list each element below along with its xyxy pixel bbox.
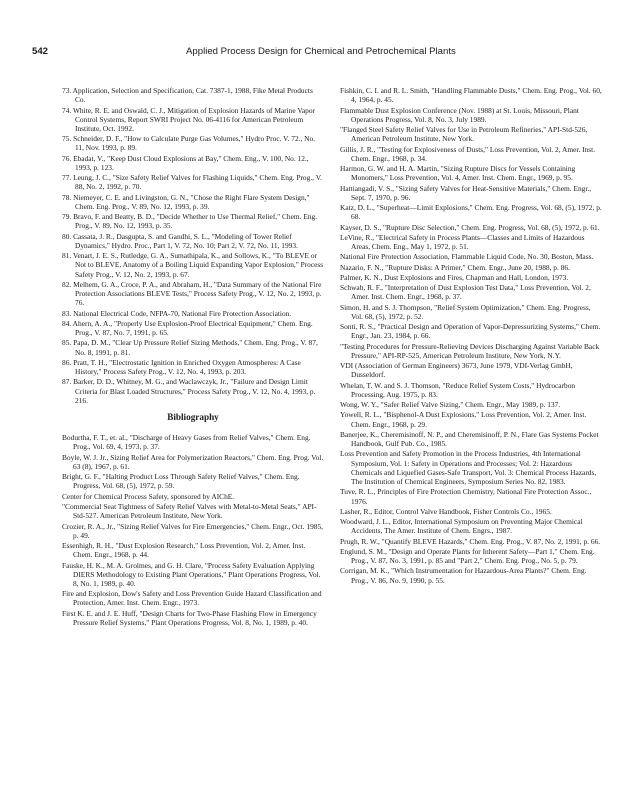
- right-column: [340, 86, 602, 586]
- bibliography-entry: Boyle, W. J. Jr., Sizing Relief Area for Polymerization Reactors," Chem. Eng. Prog. Vol. 63 (8), 1967, p. 61.: [62, 452, 324, 471]
- reference-entry: 79. Bravo, F. and Beatty, B. D., "Decide Whether to Use Thermal Relief," Chem. Eng. Prog., V. 89, No. 12, 1993, p. 35.: [62, 212, 318, 231]
- book-title: Applied Process Design for Chemical and Petrochemical Plants: [186, 46, 456, 57]
- reference-entry: 76. Ebadat, V., "Keep Dust Cloud Explosions at Bay," Chem. Eng., V. 100, No. 12., 1993, p. 123.: [62, 153, 309, 172]
- reference-entry: 85. Papa, D. M., "Clear Up Pressure Relief Sizing Methods," Chem. Eng. Prog., V. 87, No. 8, 1991, p. 81.: [62, 338, 318, 357]
- bibliography-entry: Palmer, K. N., Dust Explosions and Fires, Chapman and Hall, London, 1973.: [340, 272, 569, 282]
- bibliography-entry: Simon, H. and S. J. Thompson, "Relief System Optimization," Chem. Eng. Progress, Vol. 68, (5), 1972, p. 52.: [340, 302, 591, 321]
- reference-entry: 78. Niemeyer, C. E. and Livingston, G. N., "Chose the Right Flare System Design," Chem. Eng. Prog., V. 89, No. 12, 1993, p. 39.: [62, 192, 310, 211]
- bibliography-entry: LeVine, R., "Electrical Safety in Process Plants—Classes and Limits of Hazardous Areas, Chem. Eng., May 1, 1972, p. 51.: [340, 232, 585, 251]
- reference-entry: 84. Ahern, A. A., "Properly Use Explosion-Proof Electrical Equipment," Chem. Eng. Prog., V. 87, No. 7, 1991, p. 65.: [62, 318, 313, 338]
- bibliography-entry: Yowell, R. L., "Bisphenol-A Dust Explosions," Loss Prevention, Vol. 2, Amer. Inst. Chem. Engr., 1968, p. 29.: [340, 410, 587, 429]
- reference-entry: 73. Application, Selection and Specification, Cat. 7387-1, 1988, Fike Metal Products Co.: [62, 86, 313, 105]
- reference-entry: 80. Cassata, J. R., Dasgupta, S. and Gandhi, S. L., "Modeling of Tower Relief Dynamics," Hydro. Proc., Part 1, V. 72, No. 10; Part 2, V. 72, No. 11, 1993.: [62, 231, 298, 250]
- bibliography-entry: Englund, S. M., "Design and Operate Plants for Inherent Safety—Part 1," Chem. Eng. Prog., V. 87, No. 3, 1991, p. 85 and "Part 2," Chem. Eng. Prog., No. 5, p. 79.: [340, 546, 595, 566]
- bibliography-entry: Loss Prevention and Safety Promotion in the Process Industries, 4th International Symposium, Vol. 1: Safety in Operations and Processes; Vol. 2: Hazardous Chemicals and Liquefied Gases-Safe Transport, Vol. 3: Chemical Process Hazards, The Institution of Chemical Engineers, Symposium Series No. 82, 1983.: [340, 449, 597, 487]
- bibliography-entry: Kayser, D. S., "Rupture Disc Selection," Chem. Eng. Progress, Vol. 68, (5), 1972, p. 61.: [340, 222, 600, 232]
- bibliography-entry: Flammable Dust Explosion Conference (Nov. 1988) at St. Louis, Missouri, Plant Operations Progress, Vol. 8, No. 3, July 1989.: [340, 105, 579, 124]
- numbered-reference-list: [62, 86, 324, 405]
- bibliography-heading: Bibliography: [167, 412, 219, 423]
- bibliography-entry: Katz, D. L., "Superheat—Limit Explosions," Chem. Eng. Progress, Vol. 68, (5), 1972, p. 68.: [340, 203, 602, 222]
- bibliography-entry: Wong, W. Y., "Safer Relief Valve Sizing," Chem. Engr., May 1989, p. 137.: [340, 400, 561, 410]
- bibliography-entry: Essenhigh, R. H., "Dust Explosion Research," Loss Prevention, Vol. 2, Amer. Inst. Chem. Engr., 1968, p. 44.: [62, 541, 306, 560]
- reference-entry: 83. National Electrical Code, NFPA-70, National Fire Protection Association.: [62, 308, 292, 318]
- bibliography-entry: Corrigan, M. K., "Which Instrumentation for Hazardous-Area Plants?" Chem. Eng. Prog., V. 86, No. 9, 1990, p. 55.: [340, 566, 587, 585]
- bibliography-entry: Hattiangadi, V. S., "Sizing Safety Valves for Heat-Sensitive Materials," Chem. Engr., Sept. 7, 1970, p. 96.: [340, 183, 592, 202]
- bibliography-entry: VDI (Association of German Engineers) 3673, June 1979, VDI-Verlag GmbH, Dusseldorf.: [340, 361, 573, 380]
- bibliography-entry: Banerjee, K., Cheremisinoff, N. P., and Cheremisinoff, P. N., Flare Gas Systems Pocket Handbook, Gulf Pub. Co., 1985.: [340, 429, 599, 449]
- reference-entry: 77. Leung, J. C., "Size Safety Relief Valves for Flashing Liquids," Chem. Eng. Prog., V. 88, No. 2, 1992, p. 70.: [62, 173, 322, 192]
- bibliography-entry: Fishkin, C. I. and R. L. Smith, "Handling Flammable Dusts," Chem. Eng. Prog., Vol. 60, 4, 1964, p. 45.: [340, 86, 602, 105]
- bibliography-entry: "Flanged Steel Safety Relief Valves for Use in Petroleum Refineries," API-Std-526, American Petroleum Institute, New York.: [340, 125, 588, 144]
- bibliography-entry: First K. E. and J. E. Huff, "Design Charts for Two-Phase Flashing Flow in Emergency Pressure Relief Systems," Plant Operations Progress, Vol. 8, No. 1, 1989, p. 40.: [62, 608, 317, 627]
- page-number: 542: [32, 46, 49, 57]
- bibliography-entry: Lasher, R., Editor, Control Valve Handbook, Fisher Controls Co., 1965.: [340, 506, 552, 516]
- bibliography-entry: Gillis, J. R., "Testing for Explosiveness of Dusts," Loss Prevention, Vol. 2, Amer. Inst. Chem. Engr., 1968, p. 34.: [340, 144, 596, 163]
- reference-entry: 74. White, R. E. and Oswald, C. J., Mitigation of Explosion Hazards of Marine Vapor Control Systems, Report SWRI Project No. 06-4116 for American Petroleum Institute, Oct. 1992.: [62, 105, 316, 133]
- bibliography-entry: Nazario, F. N., "Rupture Disks: A Primer," Chem. Engr., June 20, 1988, p. 86.: [340, 262, 570, 272]
- bibliography-entry: Bodurtha, F. T., et. al., "Discharge of Heavy Gases from Relief Valves," Chem. Eng. Prog., Vol. 69, 4, 1973, p. 37.: [62, 433, 311, 452]
- bibliography-entry: Prugh, R. W., "Quantify BLEVE Hazards," Chem. Eng. Prog., V. 87, No. 2, 1991, p. 66.: [340, 536, 601, 546]
- bibliography-entry: "Commercial Seat Tightness of Safety Relief Valves with Metal-to-Metal Seats," API-Std-527. American Petroleum Institute, New York.: [62, 502, 317, 521]
- bibliography-entry: Tuve, R. L., Principles of Fire Protection Chemistry, National Fire Protection Assoc., 1976.: [340, 487, 592, 506]
- bibliography-entry: Fire and Explosion, Dow's Safety and Loss Prevention Guide Hazard Classification and Protection, Amer. Inst. Chem. Engr., 1973.: [62, 589, 322, 608]
- running-head: [0, 46, 622, 62]
- bibliography-entry: Crozier, R. A., Jr., "Sizing Relief Valves for Fire Emergencies," Chem. Engr., Oct. 1985, p. 49.: [62, 521, 324, 540]
- bibliography-entry: Woodward, J. L., Editor, International Symposium on Preventing Major Chemical Accidents, The Amer. Institute of Chem. Engrs., 1987.: [340, 517, 583, 536]
- bibliography-list-right: [340, 86, 602, 585]
- reference-entry: 87. Barker, D. D., Whitney, M. G., and Waclawczyk, Jr., "Failure and Design Limit Criteria for Blast Loaded Structures," Process Safety Prog., V. 12, No. 4, 1993, p. 216.: [62, 377, 316, 405]
- bibliography-entry: Whelan, T. W. and S. J. Thomson, "Reduce Relief System Costs," Hydrocarbon Processing, Aug. 1975, p. 83.: [340, 380, 576, 399]
- bibliography-list-left: [62, 433, 324, 627]
- bibliography-entry: Fauske, H. K., M. A. Grolmes, and G. H. Clare, "Process Safety Evaluation Applying DIERS Methodology to Existing Plant Operations," Plant Operations Progress, Vol. 8, No. 1, 1989, p. 40.: [62, 560, 321, 588]
- bibliography-entry: Schwab, R. F., "Interpretation of Dust Explosion Test Data," Loss Prevention, Vol. 2, Amer. Inst. Chem. Engr., 1968, p. 37.: [340, 283, 591, 302]
- bibliography-entry: Harmon, G. W. and H. A. Martin, "Sizing Rupture Discs for Vessels Containing Monomers," Loss Prevention, Vol. 4, Amer. Inst. Chem. Engr., 1969, p. 95.: [340, 164, 576, 183]
- reference-entry: 75. Schneider, D. F., "How to Calculate Purge Gas Volumes," Hydro Proc. V. 72., No. 11, Nov. 1993, p. 89.: [62, 134, 316, 153]
- bibliography-entry: "Testing Procedures for Pressure-Relieving Devices Discharging Against Variable Back Pressure," API-RP-525, American Petroleum Institute, New York, N.Y.: [340, 341, 600, 360]
- reference-entry: 81. Venart, J. E. S., Rutledge, G. A., Sumathipala, K., and Sollows, K., "To BLEVE or Not to BLEVE, Anatomy of a Boiling Liquid Expanding Vapor Explosion," Process Safety Prog., V. 12, No. 2, 1993, p. 67.: [62, 251, 324, 279]
- reference-entry: 86. Pratt, T. H., "Electrostatic Ignition in Enriched Oxygen Atmospheres: A Case History," Process Safety Prog., V. 12, No. 4, 1993, p. 203.: [62, 357, 301, 377]
- left-column: [62, 86, 324, 628]
- bibliography-entry: Center for Chemical Process Safety, sponsored by AIChE.: [62, 491, 235, 501]
- bibliography-entry: Sonti, R. S., "Practical Design and Operation of Vapor-Depressurizing Systems," Chem. Engr., Jan. 23, 1984, p. 66.: [340, 322, 601, 341]
- reference-entry: 82. Melhem, G. A., Croce, P. A., and Abraham, H., "Data Summary of the National Fire Protection Associations BLEVE Tests," Process Safety Prog., V. 12, No. 2, 1993, p. 76.: [62, 279, 322, 308]
- bibliography-entry: Bright, G. F., "Halting Product Loss Through Safety Relief Valves," Chem. Eng. Progress, Vol. 68, (5), 1972, p. 59.: [62, 472, 300, 491]
- bibliography-entry: National Fire Protection Association, Flammable Liquid Code, No. 30, Boston, Mass.: [340, 252, 594, 262]
